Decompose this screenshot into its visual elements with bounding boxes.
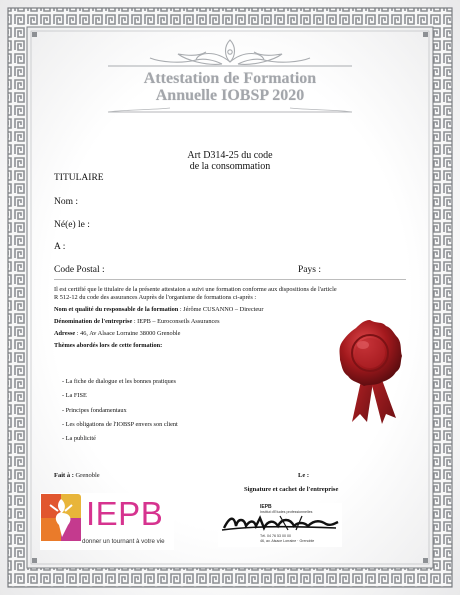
intro-line-2: R 512-12 du code des assurances Auprès de l'organisme de formations ci-après : (54, 294, 257, 301)
address-label: Adresse (54, 330, 76, 337)
address-value: : 46, Av Alsace Lorraine 38000 Grenoble (75, 330, 181, 337)
iepb-logo (40, 493, 174, 550)
topics-list (62, 378, 178, 449)
stamp-line-3: Tél. 04 76 53 00 00 (260, 534, 291, 538)
code-line-2: de la consommation (189, 161, 271, 172)
responsible-value: : Jérôme CUSANNO – Directeur (178, 306, 264, 313)
themes-label: Thèmes abordés lors de cette formation: (54, 342, 163, 349)
certificate-title (0, 70, 460, 104)
handwritten-signature-icon (220, 512, 340, 534)
title-line-1: Attestation de Formation (143, 70, 317, 87)
company-label: Dénomination de l'entreprise (54, 318, 133, 325)
birth-place-label: A : (54, 242, 66, 252)
postal-code-label: Code Postal : (54, 265, 105, 275)
certification-intro (54, 286, 424, 302)
wax-seal-icon (330, 318, 410, 426)
list-item: - La FISE (62, 392, 87, 400)
country-label: Pays : (298, 265, 321, 275)
signature-label: Signature et cachet de l'entreprise (244, 486, 339, 493)
done-at-label: Fait à : (54, 472, 74, 479)
name-label: Nom : (54, 197, 79, 207)
responsible-label: Nom et qualité du responsable de la formation (54, 306, 179, 313)
stamp-line-1: IEPB (260, 504, 272, 510)
stamp-line-2: Institut d'Etudes professionnelles (260, 510, 313, 514)
stamp-line-4: 46, av. Alsace Lorraine · Grenoble (260, 539, 315, 543)
company-stamp (218, 503, 342, 547)
logo-tagline: donner un tournant à votre vie (82, 538, 165, 545)
logo-brand: IEPB (86, 495, 164, 532)
separator-line (54, 279, 406, 280)
holder-section-label: TITULAIRE (54, 173, 104, 183)
done-at-row (54, 472, 100, 479)
filigree-ornament (108, 40, 352, 66)
responsible-row (54, 306, 424, 314)
list-item: - Principes fondamentaux (62, 406, 127, 414)
legal-reference (0, 150, 460, 172)
intro-line-1: Il est certifié que le titulaire de la présente attestaion a suivi une formation conforme aux dispositions de l'article (54, 286, 337, 293)
company-value: : IEPB – Euroconseils Assurances (132, 318, 220, 325)
list-item: - Les obligations de l'IOBSP envers son client (62, 420, 178, 428)
code-line-1: Art D314-25 du code (187, 150, 273, 161)
list-item: - La fiche de dialogue et les bonnes pratiques (62, 378, 177, 385)
title-line-2: Annuelle IOBSP 2020 (155, 87, 305, 104)
done-at-value: Grenoble (73, 472, 100, 479)
birth-date-label: Né(e) le : (54, 220, 90, 230)
list-item: - La publicité (62, 435, 96, 443)
date-label: Le : (298, 472, 310, 479)
